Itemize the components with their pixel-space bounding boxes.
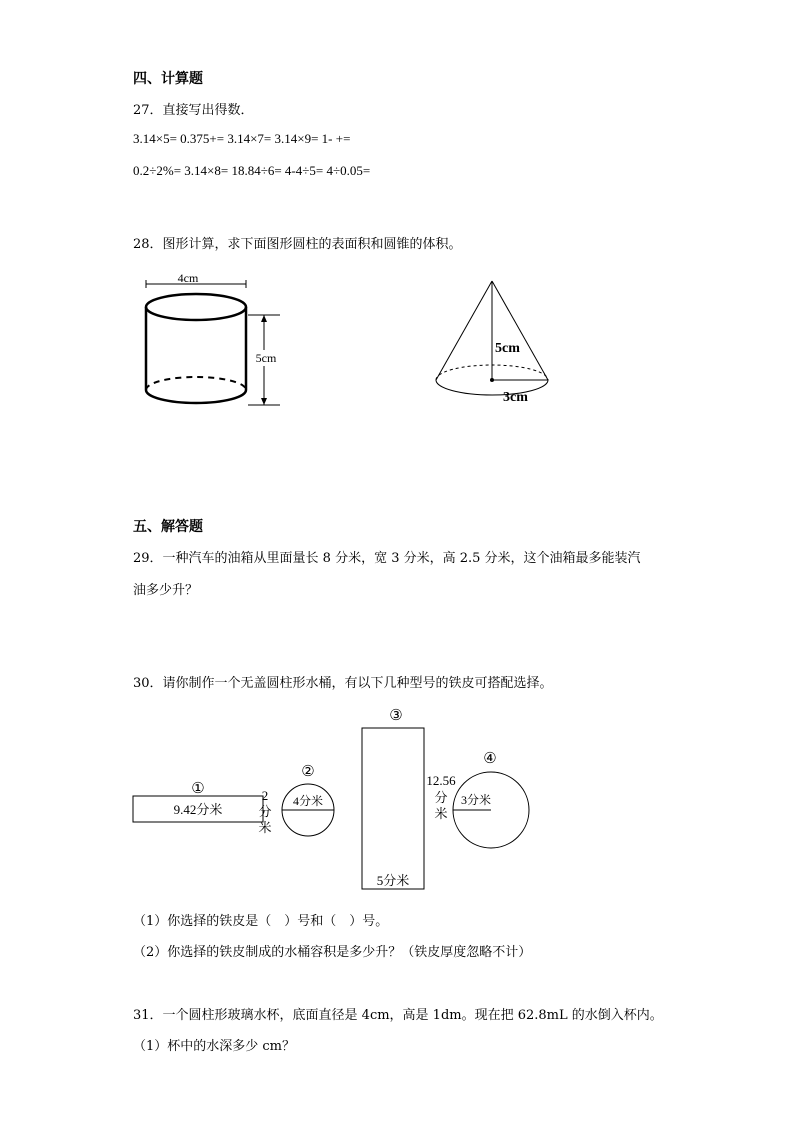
sheet-4-radius: 3分米 [460, 793, 492, 807]
cone-figure [430, 275, 560, 415]
sheet-1-width-num: 2 [261, 788, 269, 803]
question-27-line-2: 0.2÷2%= 3.14×8= 18.84÷6= 4-4÷5= 4÷0.05= [133, 163, 371, 178]
question-30-stem: 30．请你制作一个无盖圆柱形水桶，有以下几种型号的铁皮可搭配选择。 [133, 676, 553, 691]
sheet-4-number: ④ [483, 751, 497, 767]
sheet-2-diameter: 4分米 [292, 794, 324, 808]
question-30-sub-1: （1）你选择的铁皮是（ ）号和（ ）号。 [133, 914, 389, 929]
section-5-title: 五、解答题 [133, 519, 203, 535]
cylinder-top [146, 294, 246, 320]
question-27-line-1: 3.14×5= 0.375+= 3.14×7= 3.14×9= 1- += [133, 131, 351, 146]
cylinder-diameter-label: 4cm [177, 271, 199, 285]
cylinder-figure [130, 262, 300, 412]
cone-height-label: 5cm [495, 341, 520, 356]
question-31-stem: 31．一个圆柱形玻璃水杯，底面直径是 4cm，高是 1dm。现在把 62.8mL 的水倒入杯内。 [133, 1008, 663, 1023]
sheet-1-width-unit-1: 分 [258, 804, 272, 819]
sheet-3-rect [362, 728, 424, 889]
sheet-1-width-unit-2: 米 [258, 820, 272, 835]
sheet-3-height-unit-2: 米 [434, 806, 448, 821]
sheet-2-number: ② [301, 764, 315, 780]
sheet-3-width: 5分米 [376, 873, 410, 888]
cone-base [436, 380, 548, 395]
sheet-1-length: 9.42分米 [173, 802, 223, 817]
question-29-line-1: 29．一种汽车的油箱从里面量长 8 分米，宽 3 分米，高 2.5 分米，这个油箱最多能装汽 [133, 551, 641, 566]
cylinder-bottom [146, 390, 246, 403]
sheet-3-number: ③ [389, 708, 403, 724]
iron-sheets-figure [128, 700, 548, 900]
cylinder-height-label: 5cm [255, 351, 277, 365]
sheet-3-height-unit-1: 分 [434, 790, 448, 805]
question-27-stem: 27．直接写出得数． [133, 103, 254, 118]
question-28-stem: 28．图形计算，求下面图形圆柱的表面积和圆锥的体积。 [133, 237, 462, 252]
section-4-title: 四、计算题 [133, 71, 203, 87]
question-29-line-2: 油多少升？ [133, 583, 199, 598]
cone-radius-label: 3cm [503, 390, 528, 405]
question-31-sub-1: （1）杯中的水深多少 cm？ [133, 1039, 296, 1054]
question-30-sub-2: （2）你选择的铁皮制成的水桶容积是多少升？（铁皮厚度忽略不计） [133, 945, 532, 960]
sheet-1-number: ① [191, 781, 205, 797]
sheet-3-height-num: 12.56 [426, 773, 456, 788]
